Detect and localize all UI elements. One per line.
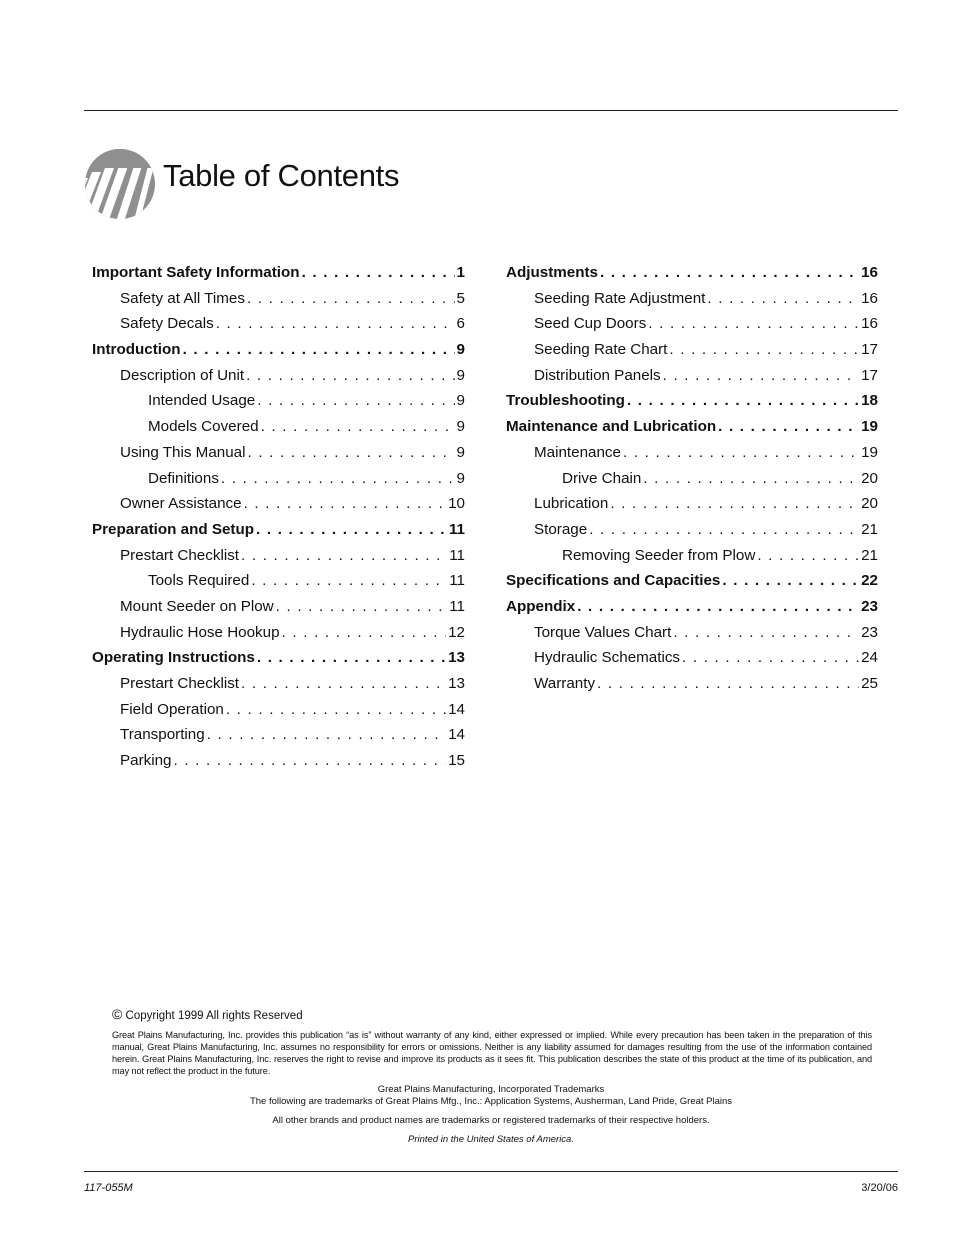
toc-entry-title: Removing Seeder from Plow xyxy=(562,546,756,564)
toc-entry-title: Using This Manual xyxy=(120,443,246,461)
toc-entry[interactable] xyxy=(506,491,878,517)
toc-entry[interactable] xyxy=(506,543,878,569)
toc-entry[interactable] xyxy=(92,722,465,748)
toc-entry-title: Lubrication xyxy=(534,495,609,513)
toc-entry-page: 20 xyxy=(861,495,878,513)
toc-entry-page: 17 xyxy=(861,366,878,384)
toc-dot-leader xyxy=(718,414,859,440)
trademarks-list: The following are trademarks of Great Plains Mfg., Inc.: Application Systems, Ausherman, Land Pride, Great Plains xyxy=(249,1096,733,1107)
toc-entry[interactable] xyxy=(92,337,465,363)
toc-entry-page: 1 xyxy=(456,264,465,281)
toc-entry-page: 24 xyxy=(861,649,878,667)
toc-entry-page: 9 xyxy=(456,366,465,384)
toc-left-column xyxy=(92,260,465,774)
toc-dot-leader xyxy=(276,594,448,620)
toc-entry-page: 22 xyxy=(861,572,878,590)
toc-entry-title: Mount Seeder on Plow xyxy=(120,597,274,615)
toc-entry-page: 12 xyxy=(448,623,465,641)
toc-entry-page: 11 xyxy=(449,546,465,564)
page-title: Table of Contents xyxy=(163,158,400,193)
toc-entry-title: Owner Assistance xyxy=(120,495,242,513)
toc-entry[interactable] xyxy=(92,286,465,312)
toc-entry-title: Definitions xyxy=(148,469,219,487)
toc-dot-leader xyxy=(207,722,446,748)
toc-entry-page: 21 xyxy=(861,520,878,538)
toc-dot-leader xyxy=(257,388,454,414)
toc-entry-title: Safety Decals xyxy=(120,315,214,333)
toc-entry-page: 13 xyxy=(448,675,465,692)
toc-entry-page: 23 xyxy=(861,597,878,615)
toc-entry-title: Maintenance xyxy=(534,443,621,461)
toc-entry-title: Warranty xyxy=(534,675,596,692)
toc-entry-page: 11 xyxy=(449,572,465,590)
toc-dot-leader xyxy=(261,414,455,440)
toc-entry-page: 17 xyxy=(861,341,878,359)
toc-entry-page: 15 xyxy=(448,752,465,770)
toc-entry[interactable] xyxy=(506,671,878,697)
toc-entry[interactable] xyxy=(506,414,878,440)
disclaimer-text: Great Plains Manufacturing, Inc. provides this publication “as is” without warranty of any kind, either expressed or implied. While every precaution has been taken in the preparation of this manual, Great Plains Manufacturing, Inc. assumes no responsibility for errors or omissions. Neither is any liability assumed for damages resulting from the use of the information contained herein. Great Plains Manufacturing, Inc. reserves the right to revise and improve its products as it sees fit. This publication describes the state of this product at the time of its publication, and may not reflect the product in the future. xyxy=(112,1030,872,1076)
toc-entry-title: Maintenance and Lubrication xyxy=(506,418,717,436)
toc-entry-title: Seed Cup Doors xyxy=(534,315,647,333)
toc-entry-page: 6 xyxy=(456,315,465,333)
toc-entry-title: Introduction xyxy=(92,341,181,359)
toc-entry-title: Hydraulic Schematics xyxy=(534,649,681,667)
toc-dot-leader xyxy=(623,440,859,466)
toc-dot-leader xyxy=(174,748,447,774)
toc-entry-title: Parking xyxy=(120,752,172,770)
toc-entry-page: 20 xyxy=(861,469,878,487)
toc-entry[interactable] xyxy=(92,363,465,389)
great-plains-stripes-logo-icon xyxy=(84,148,156,220)
toc-entry[interactable] xyxy=(92,260,465,286)
toc-dot-leader xyxy=(643,466,859,492)
toc-entry-title: Field Operation xyxy=(120,700,224,718)
toc-entry-title: Transporting xyxy=(120,726,205,744)
toc-entry[interactable] xyxy=(506,311,878,337)
toc-dot-leader xyxy=(707,286,859,312)
toc-dot-leader xyxy=(241,671,446,697)
toc-entry-title: Prestart Checklist xyxy=(120,546,240,564)
toc-entry-title: Prestart Checklist xyxy=(120,675,240,692)
toc-entry-page: 9 xyxy=(456,418,465,436)
toc-entry[interactable] xyxy=(506,568,878,594)
toc-dot-leader xyxy=(610,491,859,517)
copyright-line xyxy=(112,1006,303,1022)
toc-right-column xyxy=(506,260,878,697)
toc-entry[interactable] xyxy=(92,568,465,594)
toc-entry-page: 11 xyxy=(449,597,465,615)
toc-entry-page: 19 xyxy=(861,418,878,436)
toc-entry[interactable] xyxy=(92,748,465,774)
toc-entry[interactable] xyxy=(92,697,465,723)
copyright-symbol: © xyxy=(112,1006,123,1022)
toc-dot-leader xyxy=(257,645,446,671)
toc-dot-leader xyxy=(682,645,859,671)
toc-entry[interactable] xyxy=(506,388,878,414)
toc-entry-title: Specifications and Capacities xyxy=(506,572,721,590)
toc-dot-leader xyxy=(757,543,859,569)
toc-dot-leader xyxy=(669,337,859,363)
toc-dot-leader xyxy=(248,440,455,466)
toc-entry[interactable] xyxy=(506,645,878,671)
toc-entry-title: Storage xyxy=(534,520,588,538)
toc-entry[interactable] xyxy=(92,594,465,620)
toc-entry-page: 14 xyxy=(448,726,465,744)
toc-entry-title: Troubleshooting xyxy=(506,392,625,410)
toc-entry[interactable] xyxy=(506,466,878,492)
toc-dot-leader xyxy=(244,491,447,517)
toc-entry[interactable] xyxy=(506,517,878,543)
toc-entry-title: Preparation and Setup xyxy=(92,520,255,538)
toc-entry-page: 5 xyxy=(456,289,465,307)
toc-entry-title: Hydraulic Hose Hookup xyxy=(120,623,280,641)
toc-dot-leader xyxy=(577,594,859,620)
toc-dot-leader xyxy=(251,568,447,594)
toc-entry-title: Description of Unit xyxy=(120,366,245,384)
toc-dot-leader xyxy=(597,671,859,697)
toc-entry[interactable] xyxy=(506,286,878,312)
toc-entry-page: 16 xyxy=(861,315,878,333)
printed-in-note: Printed in the United States of America. xyxy=(408,1134,574,1145)
toc-entry[interactable] xyxy=(506,363,878,389)
toc-entry-page: 23 xyxy=(861,623,878,641)
trademarks-title: Great Plains Manufacturing, Incorporated Trademarks xyxy=(377,1084,605,1095)
toc-entry-page: 13 xyxy=(448,649,465,667)
toc-dot-leader xyxy=(648,311,859,337)
toc-entry[interactable] xyxy=(506,260,878,286)
toc-entry[interactable] xyxy=(92,620,465,646)
toc-entry-title: Drive Chain xyxy=(562,469,642,487)
toc-entry[interactable] xyxy=(92,414,465,440)
toc-entry-page: 10 xyxy=(448,495,465,513)
toc-entry-title: Torque Values Chart xyxy=(534,623,672,641)
bottom-rule xyxy=(84,1171,898,1172)
toc-dot-leader xyxy=(246,363,454,389)
toc-entry-page: 21 xyxy=(861,546,878,564)
toc-entry[interactable] xyxy=(92,440,465,466)
toc-entry[interactable] xyxy=(92,671,465,697)
toc-entry[interactable] xyxy=(92,517,465,543)
toc-entry-page: 9 xyxy=(456,469,465,487)
toc-entry[interactable] xyxy=(92,466,465,492)
top-rule xyxy=(84,110,898,111)
toc-dot-leader xyxy=(216,311,455,337)
toc-entry-title: Seeding Rate Adjustment xyxy=(534,289,706,307)
toc-entry-title: Important Safety Information xyxy=(92,264,300,281)
document-number: 117-055M xyxy=(84,1182,133,1194)
toc-entry[interactable] xyxy=(92,311,465,337)
toc-dot-leader xyxy=(282,620,447,646)
other-brands-note: All other brands and product names are trademarks or registered trademarks of their respective holders. xyxy=(272,1115,710,1126)
toc-entry-title: Appendix xyxy=(506,597,576,615)
toc-dot-leader xyxy=(241,543,447,569)
toc-entry-page: 25 xyxy=(861,675,878,692)
toc-entry-title: Models Covered xyxy=(148,418,259,436)
toc-entry-page: 19 xyxy=(861,443,878,461)
toc-dot-leader xyxy=(673,620,859,646)
toc-dot-leader xyxy=(183,337,455,363)
toc-entry-page: 9 xyxy=(456,443,465,461)
toc-entry[interactable] xyxy=(92,491,465,517)
toc-entry[interactable] xyxy=(506,440,878,466)
toc-dot-leader xyxy=(256,517,447,543)
toc-entry[interactable] xyxy=(92,388,465,414)
copyright-text: Copyright 1999 All rights Reserved xyxy=(125,1010,303,1022)
toc-entry-title: Seeding Rate Chart xyxy=(534,341,668,359)
toc-entry[interactable] xyxy=(506,337,878,363)
toc-dot-leader xyxy=(221,466,455,492)
toc-dot-leader xyxy=(226,697,446,723)
toc-dot-leader xyxy=(600,260,859,286)
toc-entry[interactable] xyxy=(506,594,878,620)
toc-entry[interactable] xyxy=(92,645,465,671)
toc-entry-title: Tools Required xyxy=(148,572,250,590)
toc-dot-leader xyxy=(302,260,455,286)
toc-entry-page: 18 xyxy=(861,392,878,410)
revision-date: 3/20/06 xyxy=(861,1182,898,1194)
toc-dot-leader xyxy=(722,568,859,594)
toc-entry-page: 16 xyxy=(861,264,878,281)
toc-dot-leader xyxy=(589,517,859,543)
toc-dot-leader xyxy=(247,286,455,312)
toc-entry-title: Adjustments xyxy=(506,264,598,281)
toc-entry-title: Safety at All Times xyxy=(120,289,245,307)
toc-entry-page: 16 xyxy=(861,289,878,307)
toc-entry-page: 11 xyxy=(448,520,465,538)
toc-dot-leader xyxy=(663,363,859,389)
toc-entry-page: 9 xyxy=(456,341,465,359)
toc-entry[interactable] xyxy=(506,620,878,646)
toc-entry-title: Distribution Panels xyxy=(534,366,661,384)
toc-entry-page: 9 xyxy=(456,392,465,410)
toc-entry[interactable] xyxy=(92,543,465,569)
toc-dot-leader xyxy=(627,388,859,414)
toc-entry-page: 14 xyxy=(448,700,465,718)
toc-entry-title: Intended Usage xyxy=(148,392,256,410)
toc-entry-title: Operating Instructions xyxy=(92,649,255,667)
